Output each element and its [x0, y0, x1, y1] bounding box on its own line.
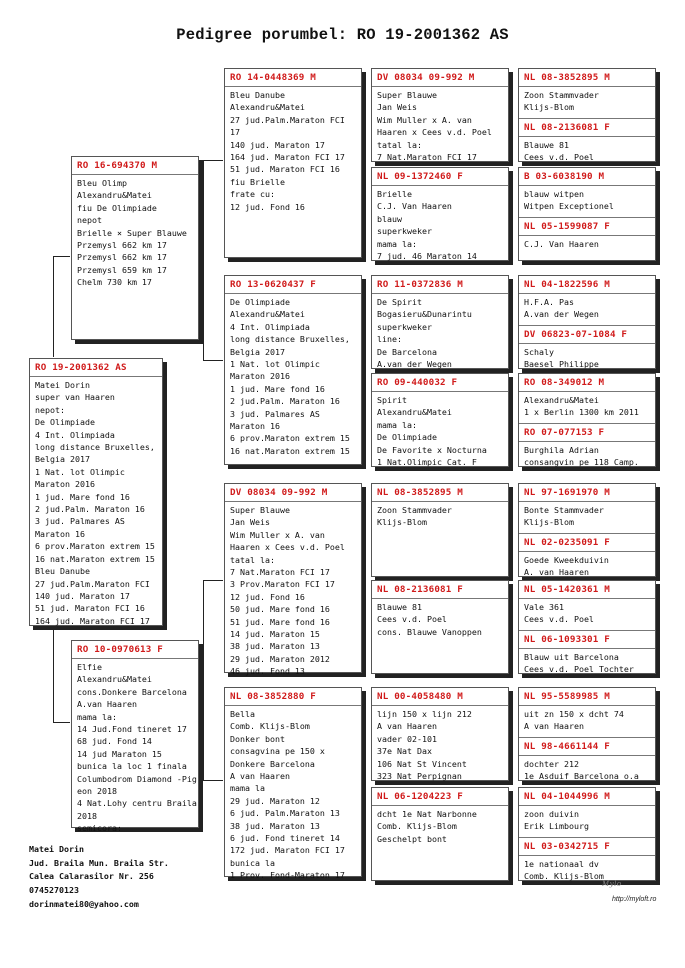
pigeon-details — [372, 806, 508, 845]
breeder-contact — [29, 843, 169, 912]
detail-line: Witpen Exceptionel — [524, 201, 614, 212]
detail-line: Bleu Danube — [35, 566, 90, 577]
detail-line: 6 prov.Maraton extrem 15 — [35, 541, 155, 552]
detail-line: De Spirit — [377, 297, 422, 307]
detail-line: 140 jud. Maraton 17 — [35, 590, 130, 601]
detail-line: H.F.A. Pas — [524, 297, 574, 307]
main-pigeon-details — [30, 377, 162, 627]
detail-line: Alexandru&Matei — [230, 102, 305, 113]
detail-line: 16 nat.Maraton extrem 15 — [35, 553, 155, 564]
ring-number: NL 08-2136081 F — [524, 121, 610, 133]
detail-line: 1 Nat.Olimpic Cat. F — [377, 457, 477, 468]
pigeon-details — [519, 87, 655, 114]
ring-number: NL 05-1420361 M — [524, 584, 610, 595]
pigeon-details — [519, 856, 655, 883]
pigeon-details — [519, 236, 655, 250]
detail-line: Klijs-Blom — [377, 517, 427, 528]
detail-line: Columbodrom Diamond -Pig — [77, 773, 197, 784]
detail-line: Brielle × Super Blauwe — [77, 227, 187, 238]
detail-line: blauw witpen — [524, 189, 584, 199]
detail-line: Vale 361 — [524, 602, 564, 612]
detail-line: 4 Int. Olimpiada — [35, 429, 115, 440]
ancestor-bottom — [519, 423, 655, 469]
detail-line: Alexandru&Matei — [524, 395, 599, 405]
ring-number: DV 08034 09-992 M — [230, 487, 328, 498]
detail-line: 12 jud. Fond 16 — [230, 591, 305, 602]
detail-line: vader 02-101 — [377, 733, 437, 744]
ancestor-top — [519, 69, 655, 114]
detail-line: Geschelpt bont — [377, 833, 447, 844]
great-grandparent-card-2 — [371, 167, 509, 261]
pigeon-details — [519, 392, 655, 419]
ring-number: RO 08-349012 M — [524, 377, 605, 388]
detail-line: Cees v.d. Poel — [377, 614, 447, 625]
detail-line: 164 jud. Maraton FCI 17 — [35, 615, 150, 626]
dam-id: RO 10-0970613 F — [77, 644, 163, 655]
detail-line: fiu De Olimpiade — [77, 202, 157, 213]
detail-line: 1 Nat. lot Olimpic — [230, 359, 320, 370]
great-grandparent-card-8 — [371, 787, 509, 881]
detail-line: 51 jud. Mare fond 16 — [230, 616, 330, 627]
ring-number: DV 06823-07-1084 F — [524, 328, 628, 340]
connector-dam-g2-top — [203, 580, 223, 581]
detail-line: 2 jud.Palm. Maraton 16 — [230, 396, 340, 407]
detail-line: Bogasieru&Dunarintu — [377, 309, 472, 320]
page-title: Pedigree porumbel: RO 19-2001362 AS — [176, 26, 509, 44]
main-pigeon-card — [29, 358, 163, 626]
connector-sire-g2 — [203, 160, 204, 360]
detail-line: Haaren x Cees v.d. Poel — [230, 542, 345, 553]
detail-line: Blauwe 81 — [377, 602, 422, 612]
detail-line: Zoon Stammvader — [524, 90, 599, 100]
ring-number: NL 08-3852880 F — [230, 691, 316, 702]
ring-number: RO 14-0448369 M — [230, 72, 316, 83]
ring-number: RO 09-440032 F — [377, 377, 458, 388]
ancestor-top — [519, 688, 655, 733]
ring-number: NL 98-4661144 F — [524, 740, 610, 752]
ancestor-bottom — [519, 118, 655, 164]
detail-line: Donker bont — [230, 733, 285, 744]
detail-line: A.van der Wegen — [524, 309, 599, 320]
detail-line: mama la: — [77, 711, 117, 722]
detail-line: De Olimpiade — [377, 432, 437, 443]
detail-line: Brielle — [377, 189, 412, 199]
detail-line: 4 Nat.Lohy centru Braila — [77, 798, 197, 809]
pigeon-details — [372, 294, 508, 370]
connector-main-dam — [53, 722, 70, 723]
detail-line: mama la: — [377, 419, 417, 430]
detail-line: bunica la — [230, 857, 275, 868]
ancestor-pair-card-4 — [518, 373, 656, 467]
detail-line: Bleu Olimp — [77, 178, 127, 188]
dam-details — [72, 659, 198, 835]
ring-number: NL 09-1372460 F — [377, 171, 463, 182]
ancestor-bottom — [519, 533, 655, 579]
detail-line: Bonte Stammvader — [524, 505, 604, 515]
detail-line: 3 Prov.Maraton FCI 17 — [230, 579, 335, 590]
ring-number: NL 04-1044996 M — [524, 791, 610, 802]
pigeon-details — [519, 502, 655, 529]
ancestor-top — [519, 788, 655, 833]
detail-line: Baesel Philippe — [524, 359, 599, 370]
ring-number: NL 02-0235091 F — [524, 536, 610, 548]
detail-line: 51 jud. Maraton FCI 16 — [35, 603, 145, 614]
detail-line: frate cu: — [230, 189, 275, 200]
ancestor-pair-card-1 — [518, 68, 656, 162]
detail-line: uit zn 150 x dcht 74 — [524, 709, 624, 719]
detail-line: 2 jud.Palm. Maraton 16 — [35, 504, 145, 515]
breeder-address-line-2: Calea Calarasilor Nr. 256 — [29, 871, 154, 882]
detail-line: mama la: — [377, 238, 417, 249]
detail-line: 51 jud. Maraton FCI 16 — [230, 164, 340, 175]
detail-line: 164 jud. Maraton FCI 17 — [230, 152, 345, 163]
ring-number: NL 08-3852895 M — [524, 72, 610, 83]
detail-line: 3 jud. Palmares AS — [35, 516, 125, 527]
detail-line: 1e Asduif Barcelona o.a — [524, 771, 639, 782]
detail-line: dcht 1e Nat Narbonne — [377, 809, 477, 819]
detail-line: 6 jud. Palm.Maraton 13 — [230, 808, 340, 819]
great-grandparent-card-1 — [371, 68, 509, 162]
detail-line: Bleu Danube — [230, 90, 285, 100]
detail-line: cons.Donkere Barcelona — [77, 686, 187, 697]
ring-number: RO 07-077153 F — [524, 426, 605, 438]
detail-line: Przemysl 662 km 17 — [77, 240, 167, 251]
detail-line: Maraton 16 — [35, 528, 85, 539]
connector-main-vertical — [53, 256, 54, 357]
detail-line: blauw — [377, 213, 402, 224]
detail-line: A. van Haaren — [524, 567, 589, 578]
ring-number: B 03-6038190 M — [524, 171, 605, 182]
detail-line: Maraton 2016 — [35, 479, 95, 490]
dam-card — [71, 640, 199, 834]
detail-line: 1e nationaal dv — [524, 858, 599, 869]
website-link[interactable]: http://myloft.ro — [612, 896, 657, 903]
detail-line: 7 Nat.Maraton FCI 17 — [377, 152, 477, 163]
ring-number: NL 08-3852895 M — [377, 487, 463, 498]
detail-line: 6 prov.Maraton extrem 15 — [230, 433, 350, 444]
detail-line: tatal la: — [377, 139, 422, 150]
detail-line: 1 jud. Mare fond 16 — [230, 383, 325, 394]
detail-line: super van Haaren — [35, 392, 115, 403]
detail-line: superkweker — [377, 226, 432, 237]
detail-line: Chelm 730 km 17 — [77, 277, 152, 288]
connector-main-dam-vertical — [53, 626, 54, 722]
breeder-phone: 0745270123 — [29, 885, 79, 896]
connector-main-sire — [53, 256, 70, 257]
ring-number: DV 08034 09-992 M — [377, 72, 475, 83]
detail-line: Comb. Klijs-Blom — [524, 871, 604, 882]
detail-line: 140 jud. Maraton 17 — [230, 139, 325, 150]
ancestor-bottom — [519, 325, 655, 371]
detail-line: A van Haaren — [377, 721, 437, 732]
pigeon-details — [372, 87, 508, 163]
detail-line: Wim Muller x A. van — [377, 114, 472, 125]
detail-line: Belgia 2017 — [35, 454, 90, 465]
ring-number: NL 03-0342715 F — [524, 840, 610, 852]
ancestor-bottom — [519, 630, 655, 676]
detail-line: 27 jud.Palm.Maraton FCI — [35, 578, 150, 589]
ring-number: NL 00-4058480 M — [377, 691, 463, 702]
detail-line: nepot — [77, 215, 102, 226]
breeder-name: Matei Dorin — [29, 844, 84, 854]
pigeon-details — [519, 599, 655, 626]
detail-line: 38 jud. Maraton 13 — [230, 641, 320, 652]
detail-line: 106 Nat St Vincent — [377, 758, 467, 769]
detail-line: De Favorite x Nocturna — [377, 444, 487, 455]
detail-line: De Olimpiade — [230, 297, 290, 307]
detail-line: C.J. Van Haaren — [377, 201, 452, 212]
detail-line: consagvina pe 150 x — [230, 746, 325, 757]
detail-line: Maraton 2016 — [230, 371, 290, 382]
ring-number: NL 08-2136081 F — [377, 584, 463, 595]
great-grandparent-card-3 — [371, 275, 509, 369]
detail-line: De Olimpiade — [35, 417, 95, 428]
ancestor-bottom — [519, 737, 655, 783]
detail-line: superkweker — [377, 321, 432, 332]
ring-number: NL 06-1093301 F — [524, 633, 610, 645]
detail-line: 172 jud. Maraton FCI 17 — [230, 845, 345, 856]
detail-line: Klijs-Blom — [524, 102, 574, 113]
pigeon-details — [519, 806, 655, 833]
detail-line: Jan Weis — [230, 517, 270, 528]
detail-line: 16 nat.Maraton extrem 15 — [230, 445, 350, 456]
detail-line: 29 jud. Maraton 2012 — [230, 653, 330, 664]
pigeon-details — [372, 706, 508, 782]
detail-line: Alexandru&Matei — [77, 190, 152, 201]
ring-number: NL 06-1204223 F — [377, 791, 463, 802]
detail-line: 27 jud.Palm.Maraton FCI — [230, 114, 345, 125]
detail-line: Goede Kweekduivin — [524, 554, 609, 565]
detail-line: Klijs-Blom — [524, 517, 574, 528]
detail-line: 29 jud. Maraton 12 — [230, 795, 320, 806]
detail-line: A van Haaren — [524, 721, 584, 732]
pigeon-details — [519, 649, 655, 676]
detail-line: Donkere Barcelona — [230, 758, 315, 769]
pigeon-details — [372, 502, 508, 529]
sire-card — [71, 156, 199, 340]
detail-line: 7 jud. 46 Maraton 14 — [377, 251, 477, 262]
detail-line: A van Haaren — [230, 771, 290, 782]
connector-dam-g2-bottom — [203, 780, 223, 781]
detail-line: Spirit — [377, 395, 407, 405]
pigeon-details — [519, 186, 655, 213]
ancestor-top — [519, 168, 655, 213]
detail-line: 46 jud. Fond 13 — [230, 666, 305, 677]
detail-line: Przemysl 662 km 17 — [77, 252, 167, 263]
detail-line: fiu Brielle — [230, 176, 285, 187]
detail-line: semicora: — [77, 823, 122, 834]
detail-line: Wim Muller x A. van — [230, 529, 325, 540]
ring-number: NL 97-1691970 M — [524, 487, 610, 498]
pigeon-details — [519, 552, 655, 579]
detail-line: Super Blauwe — [377, 90, 437, 100]
detail-line: Blauw uit Barcelona — [524, 651, 619, 662]
detail-line: 1 x Berlin 1300 km 2011 — [524, 407, 639, 418]
detail-line: 7 Nat.Maraton FCI 17 — [230, 567, 330, 578]
pigeon-details — [372, 186, 508, 262]
detail-line: nepot: — [35, 404, 65, 415]
detail-line: Cees v.d. Poel — [524, 152, 594, 163]
detail-line: 12 jud. Fond 16 — [230, 201, 305, 212]
pigeon-details — [225, 87, 361, 213]
detail-line: zoon duivin — [524, 809, 579, 819]
detail-line: 1 Nat. lot Olimpic — [35, 466, 125, 477]
detail-line: 68 jud. Fond 14 — [77, 736, 152, 747]
detail-line: Schaly — [524, 346, 554, 357]
pigeon-details — [372, 599, 508, 638]
detail-line: 37e Nat Dax — [377, 746, 432, 757]
ring-number: RO 13-0620437 F — [230, 279, 316, 290]
pigeon-details — [519, 344, 655, 371]
detail-line: dochter 212 — [524, 758, 579, 769]
detail-line: Alexandru&Matei — [77, 674, 152, 685]
great-grandparent-card-7 — [371, 687, 509, 781]
detail-line: lijn 150 x lijn 212 — [377, 709, 472, 719]
detail-line: Zoon Stammvader — [377, 505, 452, 515]
detail-line: 6 jud. Fond tineret 14 — [230, 833, 340, 844]
detail-line: cons. Blauwe Vanoppen — [377, 626, 482, 637]
detail-line: Alexandru&Matei — [377, 407, 452, 418]
detail-line: Belgia 2017 — [230, 346, 285, 357]
breeder-email[interactable]: dorinmatei80@yahoo.com — [29, 898, 139, 909]
pigeon-details — [519, 137, 655, 164]
pigeon-details — [519, 294, 655, 321]
detail-line: 14 Jud.Fond tineret 17 — [77, 724, 187, 735]
connector-sire-g2-top — [203, 160, 223, 161]
detail-line: Haaren x Cees v.d. Poel — [377, 127, 492, 138]
detail-line: long distance Bruxelles, — [230, 334, 350, 345]
detail-line: 50 jud. Mare fond 16 — [230, 604, 330, 615]
detail-line: Cees v.d. Poel Tochter — [524, 664, 634, 675]
detail-line: 14 jud. Maraton 15 — [230, 629, 320, 640]
detail-line: 3 jud. Palmares AS — [230, 408, 320, 419]
connector-sire-g2-bottom — [203, 360, 223, 361]
great-grandparent-card-6 — [371, 580, 509, 674]
ancestor-top — [519, 484, 655, 529]
detail-line: consangvin pe 118 Camp. — [524, 457, 639, 468]
detail-line: Bella — [230, 709, 255, 719]
detail-line: 14 jud Maraton 15 — [77, 748, 162, 759]
detail-line: Alexandru&Matei — [230, 309, 305, 320]
detail-line: 1 Prov. Fond-Maraton 17 — [230, 870, 345, 881]
grandparent-card-3 — [224, 483, 362, 677]
ancestor-top — [519, 581, 655, 626]
ring-number: NL 95-5589985 M — [524, 691, 610, 702]
detail-line: 17 — [230, 127, 240, 138]
detail-line: 1 jud. Mare fond 16 — [35, 491, 130, 502]
pigeon-details — [372, 392, 508, 468]
detail-line: long distance Bruxelles, — [35, 442, 155, 453]
breeder-address-line-1: Jud. Braila Mun. Braila Str. — [29, 857, 169, 868]
grandparent-card-4 — [224, 687, 362, 881]
pigeon-details — [225, 294, 361, 457]
detail-line: A.van Haaren — [77, 699, 137, 710]
ancestor-pair-card-6 — [518, 580, 656, 674]
detail-line: Blauwe 81 — [524, 139, 569, 150]
ring-number: RO 11-0372836 M — [377, 279, 463, 290]
detail-line: De Barcelona — [377, 346, 437, 357]
detail-line: 4 Int. Olimpiada — [230, 321, 310, 332]
detail-line: Erik Limbourg — [524, 821, 589, 832]
great-grandparent-card-4 — [371, 373, 509, 467]
ancestor-bottom — [519, 837, 655, 883]
detail-line: 323 Nat Perpignan — [377, 771, 462, 782]
detail-line: Comb. Klijs-Blom — [377, 821, 457, 832]
pigeon-details — [519, 706, 655, 733]
connector-dam-g2 — [203, 580, 204, 780]
detail-line: C.J. Van Haaren — [524, 238, 599, 249]
ancestor-pair-card-3 — [518, 275, 656, 369]
sire-details — [72, 175, 198, 289]
ring-number: NL 04-1822596 M — [524, 279, 610, 290]
detail-line: 38 jud. Maraton 13 — [230, 820, 320, 831]
detail-line: Przemysl 659 km 17 — [77, 264, 167, 275]
pigeon-details — [519, 756, 655, 783]
pigeon-details — [225, 706, 361, 882]
ancestor-pair-card-2 — [518, 167, 656, 261]
detail-line: tatal la: — [230, 554, 275, 565]
detail-line: Super Blauwe — [230, 505, 290, 515]
detail-line: Matei Dorin — [35, 380, 90, 390]
ancestor-pair-card-8 — [518, 787, 656, 881]
detail-line: Cees v.d. Poel — [524, 614, 594, 625]
detail-line: eon 2018 — [77, 786, 117, 797]
ancestor-pair-card-7 — [518, 687, 656, 781]
main-pigeon-id: RO 19-2001362 AS — [35, 362, 127, 373]
ancestor-top — [519, 374, 655, 419]
detail-line: mama la — [230, 783, 265, 794]
ancestor-pair-card-5 — [518, 483, 656, 577]
detail-line: Jan Weis — [377, 102, 417, 113]
detail-line: line: — [377, 334, 402, 345]
grandparent-card-1 — [224, 68, 362, 258]
ancestor-top — [519, 276, 655, 321]
detail-line: Elfie — [77, 662, 102, 672]
sire-id: RO 16-694370 M — [77, 160, 158, 171]
signature-logo: Mylo — [602, 880, 622, 888]
detail-line: bunica la loc 1 finala — [77, 761, 187, 772]
ancestor-bottom — [519, 217, 655, 250]
detail-line: 2018 — [77, 810, 97, 821]
pigeon-details — [225, 502, 361, 678]
pigeon-details — [519, 442, 655, 469]
detail-line: Burghila Adrian — [524, 444, 599, 455]
detail-line: Maraton 16 — [230, 421, 280, 432]
ring-number: NL 05-1599087 F — [524, 220, 610, 232]
great-grandparent-card-5 — [371, 483, 509, 577]
grandparent-card-2 — [224, 275, 362, 465]
detail-line: Comb. Klijs-Blom — [230, 721, 310, 732]
detail-line: A.van der Wegen — [377, 359, 452, 370]
